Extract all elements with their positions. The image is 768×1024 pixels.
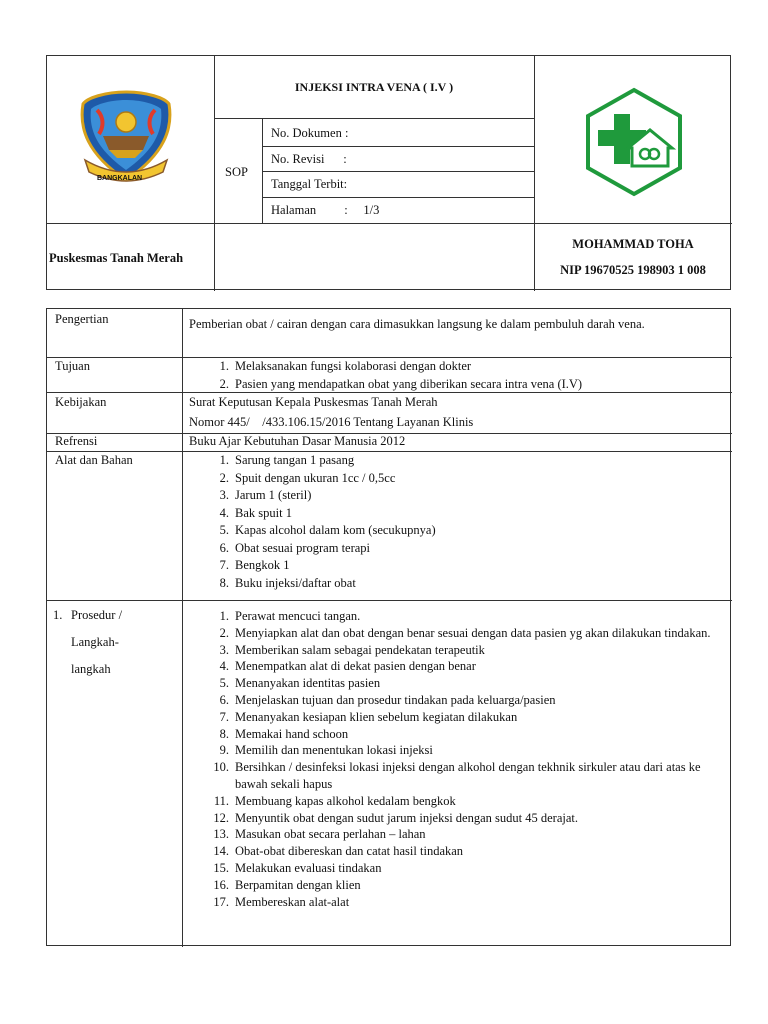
list-item: 2. Spuit dengan ukuran 1cc / 0,5cc bbox=[219, 470, 396, 485]
sop-label: SOP bbox=[225, 165, 248, 179]
bangkalan-crest-icon bbox=[77, 88, 175, 188]
label-prosedur-1: Prosedur / bbox=[71, 608, 123, 622]
list-item: 12. Menyuntik obat dengan sudut jarum injeksi dengan sudut 45 derajat. bbox=[213, 810, 578, 825]
field-no-revisi: No. Revisi : bbox=[271, 152, 347, 166]
crest-banner-text: BANGKALAN bbox=[97, 175, 143, 182]
list-alat-bahan bbox=[189, 452, 729, 592]
list-item: 13. Masukan obat secara perlahan – lahan bbox=[213, 827, 426, 842]
list-item: 8. Memakai hand schoon bbox=[219, 726, 349, 741]
label-tujuan: Tujuan bbox=[55, 359, 90, 373]
list-item: 1. Sarung tangan 1 pasang bbox=[219, 453, 355, 467]
list-tujuan bbox=[189, 358, 729, 393]
text-kebijakan-line2: Nomor 445/ /433.106.15/2016 Tentang Layanan Klinis bbox=[189, 415, 474, 429]
list-item: 6. Obat sesuai program terapi bbox=[219, 540, 371, 555]
label-refrensi: Refrensi bbox=[55, 434, 98, 448]
list-item: 4. Bak spuit 1 bbox=[219, 505, 292, 520]
sop-header-table bbox=[46, 55, 731, 290]
list-item: 1. Perawat mencuci tangan. bbox=[219, 609, 361, 623]
list-item: 5. Kapas alcohol dalam kom (secukupnya) bbox=[219, 523, 436, 537]
text-kebijakan-line1: Surat Keputusan Kepala Puskesmas Tanah Merah bbox=[189, 395, 438, 409]
list-item: 9. Memilih dan menentukan lokasi injeksi bbox=[219, 743, 433, 758]
list-item: 6. Menjelaskan tujuan dan prosedur tindakan pada keluarga/pasien bbox=[219, 692, 556, 707]
puskesmas-logo bbox=[584, 86, 684, 198]
field-no-dokumen: No. Dokumen : bbox=[271, 126, 349, 140]
list-item: 7. Menanyakan kesiapan klien sebelum kegiatan dilakukan bbox=[219, 709, 518, 724]
list-item: 3. Memberikan salam sebagai pendekatan terapeutik bbox=[219, 642, 485, 657]
list-prosedur bbox=[189, 608, 729, 910]
list-item: 14. Obat-obat dibereskan dan catat hasil tindakan bbox=[213, 844, 464, 859]
list-item: 10. Bersihkan / desinfeksi lokasi injeksi dengan alkohol dengan tekhnik sirkuler atau dari atas ke bawah sekali hapus bbox=[213, 760, 701, 791]
label-prosedur-num: 1. bbox=[53, 608, 63, 622]
sop-content-table bbox=[46, 308, 731, 946]
signatory-name: MOHAMMAD TOHA bbox=[572, 237, 694, 251]
text-pengertian: Pemberian obat / cairan dengan cara dimasukkan langsung ke dalam pembuluh darah vena. bbox=[189, 317, 645, 331]
label-alat-bahan: Alat dan Bahan bbox=[55, 453, 133, 467]
text-refrensi: Buku Ajar Kebutuhan Dasar Manusia 2012 bbox=[189, 434, 406, 448]
list-item: 11. Membuang kapas alkohol kedalam bengkok bbox=[213, 793, 456, 808]
list-item: 8. Buku injeksi/daftar obat bbox=[219, 575, 356, 590]
org-name: Puskesmas Tanah Merah bbox=[49, 251, 184, 265]
label-prosedur-3: langkah bbox=[71, 662, 111, 676]
list-item: 3. Jarum 1 (steril) bbox=[219, 488, 312, 502]
list-item: 4. Menempatkan alat di dekat pasien dengan benar bbox=[219, 659, 476, 674]
label-kebijakan: Kebijakan bbox=[55, 395, 107, 409]
list-item: 1. Melaksanakan fungsi kolaborasi dengan dokter bbox=[219, 359, 472, 373]
label-prosedur-2: Langkah- bbox=[71, 635, 119, 649]
field-halaman: Halaman : 1/3 bbox=[271, 203, 380, 217]
puskesmas-logo-icon bbox=[584, 86, 684, 198]
list-item: 7. Bengkok 1 bbox=[219, 558, 290, 572]
signatory-nip: NIP 19670525 198903 1 008 bbox=[560, 263, 706, 277]
field-tanggal-terbit: Tanggal Terbit: bbox=[271, 177, 348, 191]
list-item: 15. Melakukan evaluasi tindakan bbox=[213, 860, 382, 875]
list-item: 2. Pasien yang mendapatkan obat yang diberikan secara intra vena (I.V) bbox=[219, 376, 583, 391]
list-item: 2. Menyiapkan alat dan obat dengan benar sesuai dengan data pasien yg akan dilakukan tindakan. bbox=[219, 625, 711, 640]
label-pengertian: Pengertian bbox=[55, 312, 109, 326]
list-item: 17. Membereskan alat-alat bbox=[213, 894, 350, 909]
list-item: 5. Menanyakan identitas pasien bbox=[219, 676, 381, 691]
list-item: 16. Berpamitan dengan klien bbox=[213, 877, 361, 892]
bangkalan-crest-logo bbox=[77, 88, 175, 188]
page-title: INJEKSI INTRA VENA ( I.V ) bbox=[294, 80, 454, 94]
